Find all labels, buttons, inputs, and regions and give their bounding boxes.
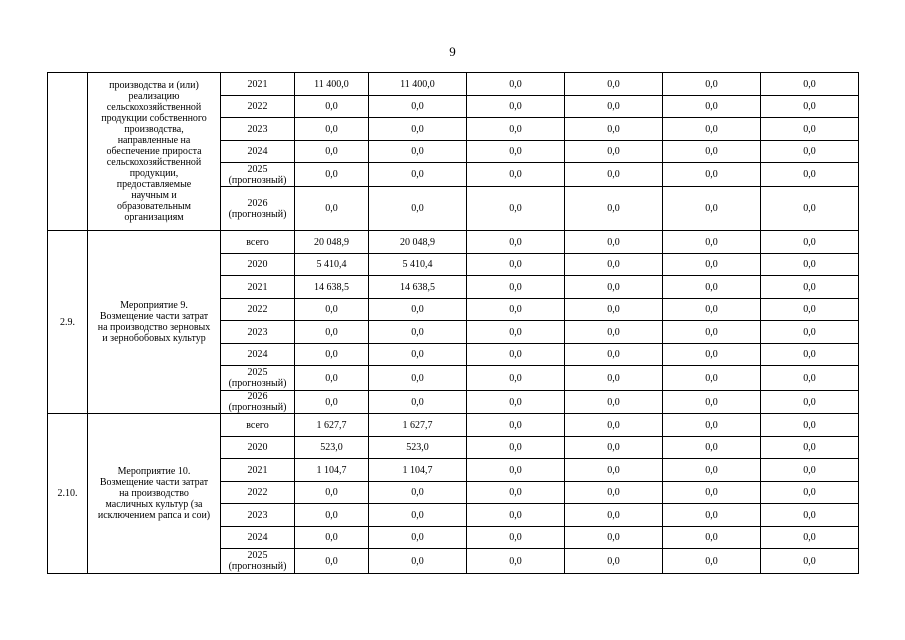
- value-cell: 0,0: [369, 504, 467, 527]
- value-cell: 0,0: [663, 118, 761, 141]
- value-cell: 0,0: [663, 96, 761, 118]
- year-text: всего: [246, 419, 269, 431]
- year-cell: [221, 437, 295, 459]
- value-cell: 0,0: [295, 321, 369, 344]
- value-cell: 0,0: [663, 366, 761, 391]
- value-cell: 0,0: [295, 344, 369, 366]
- value-cell: 0,0: [663, 73, 761, 96]
- year-text: 2022: [247, 304, 268, 315]
- value-cell: 0,0: [565, 141, 663, 163]
- value-cell: 0,0: [663, 459, 761, 482]
- year-cell: [221, 118, 295, 141]
- value-cell: 0,0: [295, 366, 369, 391]
- value-cell: 0,0: [663, 321, 761, 344]
- year-text: 2024: [247, 146, 268, 157]
- value-cell: 0,0: [467, 527, 565, 549]
- value-cell: 0,0: [295, 163, 369, 187]
- value-cell: 0,0: [663, 344, 761, 366]
- value-cell: 0,0: [565, 73, 663, 96]
- value-cell: 0,0: [761, 459, 859, 482]
- value-cell: 0,0: [761, 344, 859, 366]
- value-cell: 0,0: [663, 391, 761, 414]
- value-cell: 14 638,5: [295, 276, 369, 299]
- item-number: 2.9.: [48, 231, 88, 414]
- year-text: 2021: [247, 281, 268, 293]
- value-cell: 1 627,7: [295, 414, 369, 437]
- year-text: 2023: [247, 123, 268, 135]
- value-cell: 0,0: [467, 391, 565, 414]
- year-text: 2023: [247, 326, 268, 338]
- value-cell: 0,0: [565, 459, 663, 482]
- value-cell: 0,0: [369, 118, 467, 141]
- value-cell: 0,0: [295, 187, 369, 231]
- value-cell: 0,0: [467, 118, 565, 141]
- value-cell: 0,0: [369, 299, 467, 321]
- year-text: 2024: [247, 349, 268, 360]
- year-cell: [221, 459, 295, 482]
- year-cell: [221, 276, 295, 299]
- value-cell: 0,0: [467, 482, 565, 504]
- year-cell: [221, 344, 295, 366]
- value-cell: 0,0: [295, 391, 369, 414]
- value-cell: 0,0: [565, 344, 663, 366]
- table-row: [48, 414, 859, 437]
- value-cell: 0,0: [663, 482, 761, 504]
- value-cell: 0,0: [467, 549, 565, 574]
- value-cell: 0,0: [295, 141, 369, 163]
- value-cell: 11 400,0: [369, 73, 467, 96]
- year-text: всего: [246, 236, 269, 248]
- value-cell: 0,0: [565, 391, 663, 414]
- value-cell: 5 410,4: [295, 254, 369, 276]
- value-cell: 523,0: [295, 437, 369, 459]
- item-description-text: производства и (или) реализацию сельскохозяйственной продукции собственного производства, направленные на обеспечение прироста сельскохозяйственной продукции, предоставляемые научным и образовательным организациям: [101, 80, 207, 223]
- value-cell: 0,0: [467, 163, 565, 187]
- year-cell: [221, 141, 295, 163]
- value-cell: 0,0: [761, 96, 859, 118]
- value-cell: 14 638,5: [369, 276, 467, 299]
- value-cell: 0,0: [565, 299, 663, 321]
- year-cell: [221, 96, 295, 118]
- value-cell: 0,0: [369, 344, 467, 366]
- value-cell: 1 627,7: [369, 414, 467, 437]
- value-cell: 0,0: [565, 437, 663, 459]
- value-cell: 0,0: [467, 96, 565, 118]
- value-cell: 0,0: [761, 187, 859, 231]
- year-text: 2023: [247, 509, 268, 521]
- value-cell: 0,0: [467, 231, 565, 254]
- value-cell: 0,0: [663, 163, 761, 187]
- value-cell: 0,0: [369, 391, 467, 414]
- value-cell: 0,0: [369, 163, 467, 187]
- value-cell: 0,0: [565, 96, 663, 118]
- value-cell: 0,0: [369, 96, 467, 118]
- year-cell: [221, 254, 295, 276]
- value-cell: 0,0: [761, 482, 859, 504]
- value-cell: 0,0: [761, 527, 859, 549]
- value-cell: 0,0: [369, 366, 467, 391]
- value-cell: 0,0: [663, 276, 761, 299]
- value-cell: 0,0: [467, 344, 565, 366]
- year-cell: [221, 391, 295, 414]
- year-cell: [221, 187, 295, 231]
- year-text: 2025 (прогнозный): [228, 163, 287, 186]
- year-cell: [221, 299, 295, 321]
- year-text: 2021: [247, 78, 268, 90]
- year-cell: [221, 549, 295, 574]
- year-text: 2022: [247, 487, 268, 498]
- value-cell: 0,0: [663, 231, 761, 254]
- value-cell: 523,0: [369, 437, 467, 459]
- value-cell: 0,0: [467, 504, 565, 527]
- value-cell: 1 104,7: [295, 459, 369, 482]
- value-cell: 0,0: [467, 141, 565, 163]
- value-cell: 0,0: [369, 321, 467, 344]
- item-description-text: Мероприятие 10. Возмещение части затрат на производство масличных культур (за исключением рапса и сои): [97, 466, 211, 521]
- value-cell: 0,0: [467, 276, 565, 299]
- value-cell: 0,0: [295, 504, 369, 527]
- value-cell: 20 048,9: [295, 231, 369, 254]
- value-cell: 0,0: [565, 527, 663, 549]
- table-row: [48, 73, 859, 96]
- value-cell: 0,0: [565, 504, 663, 527]
- value-cell: 0,0: [295, 299, 369, 321]
- value-cell: 0,0: [565, 231, 663, 254]
- value-cell: 11 400,0: [295, 73, 369, 96]
- year-cell: [221, 321, 295, 344]
- value-cell: 0,0: [761, 118, 859, 141]
- value-cell: 0,0: [761, 504, 859, 527]
- year-cell: [221, 482, 295, 504]
- year-text: 2020: [247, 259, 268, 270]
- year-cell: [221, 73, 295, 96]
- year-text: 2024: [247, 532, 268, 543]
- item-description: [88, 231, 221, 414]
- value-cell: 0,0: [761, 73, 859, 96]
- year-text: 2020: [247, 442, 268, 453]
- value-cell: 0,0: [663, 414, 761, 437]
- value-cell: 0,0: [295, 482, 369, 504]
- value-cell: 0,0: [467, 459, 565, 482]
- value-cell: 0,0: [467, 254, 565, 276]
- value-cell: 0,0: [467, 299, 565, 321]
- item-description: [88, 414, 221, 574]
- table-body: [48, 73, 859, 574]
- year-cell: [221, 504, 295, 527]
- value-cell: 0,0: [295, 118, 369, 141]
- value-cell: 20 048,9: [369, 231, 467, 254]
- value-cell: 0,0: [761, 549, 859, 574]
- value-cell: 0,0: [761, 141, 859, 163]
- value-cell: 0,0: [761, 366, 859, 391]
- value-cell: 0,0: [565, 366, 663, 391]
- page-number: 9: [449, 44, 456, 59]
- year-text: 2021: [247, 464, 268, 476]
- value-cell: 0,0: [295, 549, 369, 574]
- value-cell: 0,0: [467, 321, 565, 344]
- year-cell: [221, 366, 295, 391]
- value-cell: 0,0: [369, 187, 467, 231]
- value-cell: 0,0: [761, 437, 859, 459]
- value-cell: 0,0: [663, 141, 761, 163]
- item-number: [48, 73, 88, 231]
- value-cell: 0,0: [663, 437, 761, 459]
- year-text: 2026 (прогнозный): [228, 197, 287, 220]
- value-cell: 0,0: [565, 118, 663, 141]
- value-cell: 0,0: [761, 321, 859, 344]
- value-cell: 0,0: [761, 414, 859, 437]
- value-cell: 0,0: [565, 482, 663, 504]
- value-cell: 0,0: [761, 391, 859, 414]
- year-text: 2025 (прогнозный): [228, 550, 287, 572]
- year-text: 2022: [247, 101, 268, 112]
- year-cell: [221, 231, 295, 254]
- item-description-text: Мероприятие 9. Возмещение части затрат на производство зерновых и зернобобовых культур: [97, 300, 211, 344]
- year-text: 2026 (прогнозный): [228, 391, 287, 413]
- value-cell: 0,0: [467, 366, 565, 391]
- year-cell: [221, 414, 295, 437]
- table-row: [48, 231, 859, 254]
- value-cell: 0,0: [663, 549, 761, 574]
- value-cell: 0,0: [467, 73, 565, 96]
- value-cell: 0,0: [565, 163, 663, 187]
- value-cell: 0,0: [761, 299, 859, 321]
- value-cell: 0,0: [369, 482, 467, 504]
- value-cell: 0,0: [761, 276, 859, 299]
- value-cell: 0,0: [663, 527, 761, 549]
- value-cell: 0,0: [467, 187, 565, 231]
- value-cell: 0,0: [565, 276, 663, 299]
- value-cell: 0,0: [761, 231, 859, 254]
- value-cell: 0,0: [369, 527, 467, 549]
- value-cell: 0,0: [663, 504, 761, 527]
- value-cell: 5 410,4: [369, 254, 467, 276]
- item-number: 2.10.: [48, 414, 88, 574]
- value-cell: 0,0: [369, 549, 467, 574]
- item-description: [88, 73, 221, 231]
- year-cell: [221, 163, 295, 187]
- year-text: 2025 (прогнозный): [228, 367, 287, 389]
- value-cell: 0,0: [663, 187, 761, 231]
- value-cell: 0,0: [369, 141, 467, 163]
- value-cell: 0,0: [295, 96, 369, 118]
- value-cell: 0,0: [565, 414, 663, 437]
- year-cell: [221, 527, 295, 549]
- value-cell: 0,0: [565, 549, 663, 574]
- value-cell: 0,0: [565, 321, 663, 344]
- value-cell: 0,0: [761, 254, 859, 276]
- budget-table: [47, 72, 859, 574]
- value-cell: 0,0: [663, 299, 761, 321]
- value-cell: 1 104,7: [369, 459, 467, 482]
- value-cell: 0,0: [565, 254, 663, 276]
- value-cell: 0,0: [761, 163, 859, 187]
- value-cell: 0,0: [467, 437, 565, 459]
- value-cell: 0,0: [565, 187, 663, 231]
- value-cell: 0,0: [295, 527, 369, 549]
- value-cell: 0,0: [663, 254, 761, 276]
- value-cell: 0,0: [467, 414, 565, 437]
